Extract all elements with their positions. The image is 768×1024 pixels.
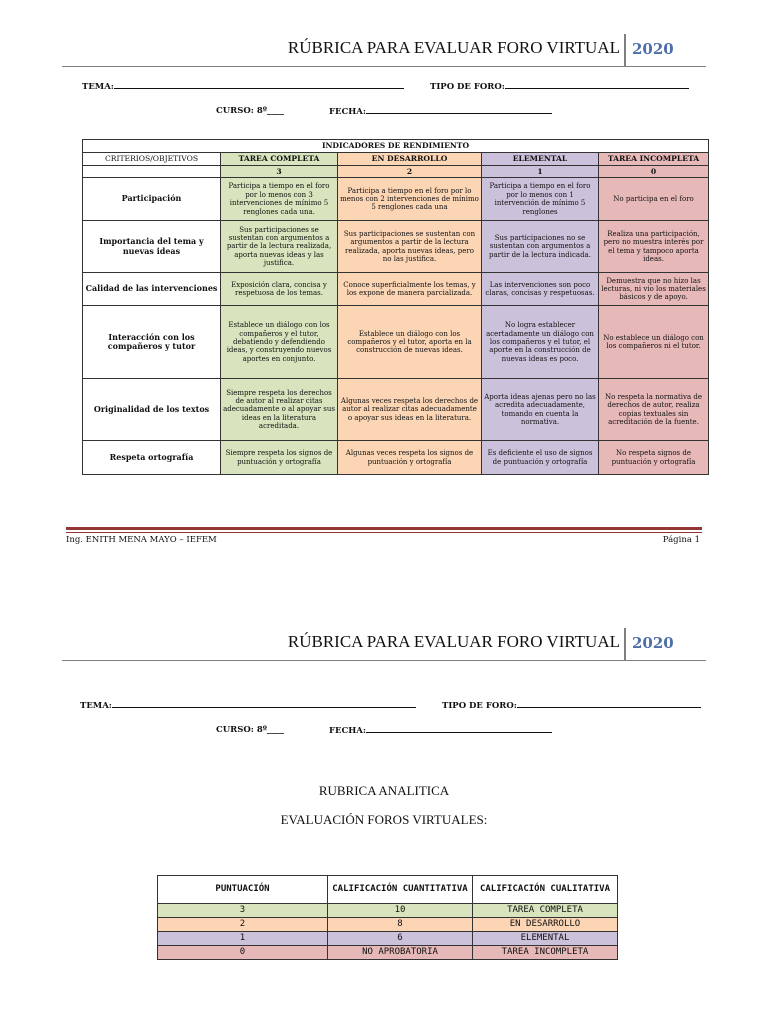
fecha-field (329, 106, 552, 117)
page-title: RÚBRICA PARA EVALUAR FORO VIRTUAL (287, 38, 620, 57)
score-cell: 2 (158, 918, 328, 932)
rubric-cell: Conoce superficialmente los temas, y los expone de manera parcializada. (338, 273, 482, 306)
level-score: 0 (599, 166, 709, 178)
footer-page-number: Página 1 (662, 535, 700, 545)
table-row (83, 273, 709, 306)
table-row (83, 306, 709, 379)
table-row (158, 932, 618, 946)
table-row (83, 221, 709, 273)
score-cell: 3 (158, 904, 328, 918)
tema-label: TEMA: (82, 82, 114, 92)
fecha-line[interactable] (366, 725, 552, 733)
rubric-cell: Establece un diálogo con los compañeros y el tutor, debatiendo y defendiendo ideas, y construyendo nuevos aportes en conjunto. (221, 306, 338, 379)
rubric-cell: No respeta signos de puntuación y ortografía (599, 441, 709, 475)
score-cell: 6 (328, 932, 473, 946)
level-header-elemental: ELEMENTAL (482, 153, 599, 166)
rubric-cell: No respeta la normativa de derechos de autor, realiza copias textuales sin acreditación de la fuente. (599, 379, 709, 441)
rubric-cell: Exposición clara, concisa y respetuosa de los temas. (221, 273, 338, 306)
criterion-label: Originalidad de los textos (83, 379, 221, 441)
tipo-label: TIPO DE FORO: (442, 701, 517, 711)
rubric-cell: Algunas veces respeta los derechos de autor al realizar citas adecuadamente o apoyar sus ideas en la literatura. (338, 379, 482, 441)
rubric-cell: No establece un diálogo con los compañeros ni el tutor. (599, 306, 709, 379)
rubric-cell: Realiza una participación, pero no muestra interés por el tema y tampoco aporta ideas. (599, 221, 709, 273)
rubric-cell: Siempre respeta los signos de puntuación y ortografía (221, 441, 338, 475)
rubric-cell: Participa a tiempo en el foro por lo menos con 1 intervención de mínimo 5 renglones (482, 178, 599, 221)
level-header-tarea-completa: TAREA COMPLETA (221, 153, 338, 166)
tipo-label: TIPO DE FORO: (430, 82, 505, 92)
level-header-tarea-incompleta: TAREA INCOMPLETA (599, 153, 709, 166)
rubric-cell: No logra establecer acertadamente un diálogo con los compañeros y el tutor, el aporte en la construcción de nuevas ideas es poco. (482, 306, 599, 379)
score-header-puntuacion: PUNTUACIÓN (158, 876, 328, 904)
score-cell: 8 (328, 918, 473, 932)
rubric-cell: Establece un diálogo con los compañeros y el tutor, aporta en la construcción de nuevas ideas. (338, 306, 482, 379)
footer-author: Ing. ENITH MENA MAYO – IEFEM (66, 535, 217, 545)
score-cell: 1 (158, 932, 328, 946)
level-score: 1 (482, 166, 599, 178)
rubric-cell: Aporta ideas ajenas pero no las acredita adecuadamente, tomando en cuenta la normativa. (482, 379, 599, 441)
rubric-title: INDICADORES DE RENDIMIENTO (83, 140, 709, 153)
score-table (157, 875, 618, 960)
rubric-cell: Demuestra que no hizo las lecturas, ni vio los materiales básicos y de apoyo. (599, 273, 709, 306)
level-header-en-desarrollo: EN DESARROLLO (338, 153, 482, 166)
tema-line[interactable] (114, 81, 404, 89)
fecha-line[interactable] (366, 106, 552, 114)
fecha-field (329, 725, 552, 736)
table-row (158, 946, 618, 960)
page-title: RÚBRICA PARA EVALUAR FORO VIRTUAL (287, 632, 620, 651)
rubric-cell: Participa a tiempo en el foro por lo menos con 2 intervenciones de mínimo 5 renglones cada una (338, 178, 482, 221)
score-cell: 0 (158, 946, 328, 960)
tema-field (82, 81, 404, 92)
level-score: 2 (338, 166, 482, 178)
footer-rule (66, 527, 702, 530)
criterion-label: Respeta ortografía (83, 441, 221, 475)
table-row (83, 441, 709, 475)
tipo-line[interactable] (505, 81, 689, 89)
rubric-table (82, 139, 709, 475)
rubric-cell: Es deficiente el uso de signos de puntuación y ortografía (482, 441, 599, 475)
score-cell: TAREA INCOMPLETA (473, 946, 618, 960)
curso-label: CURSO: 8º____ (216, 725, 285, 735)
score-cell: TAREA COMPLETA (473, 904, 618, 918)
tema-line[interactable] (112, 700, 416, 708)
header-year: 2020 (632, 40, 674, 58)
tipo-field (430, 81, 689, 92)
rubric-cell: No participa en el foro (599, 178, 709, 221)
level-score: 3 (221, 166, 338, 178)
rubric-cell: Algunas veces respeta los signos de puntuación y ortografía (338, 441, 482, 475)
header-divider (624, 34, 626, 66)
score-cell: NO APROBATORIA (328, 946, 473, 960)
score-cell: EN DESARROLLO (473, 918, 618, 932)
header-divider (624, 628, 626, 660)
criteria-header: CRITERIOS/OBJETIVOS (83, 153, 221, 166)
criterion-label: Importancia del tema y nuevas ideas (83, 221, 221, 273)
score-header-cuantitativa: CALIFICACIÓN CUANTITATIVA (328, 876, 473, 904)
rubric-cell: Siempre respeta los derechos de autor al realizar citas adecuadamente o al apoyar sus ideas en la literatura acreditada. (221, 379, 338, 441)
tema-label: TEMA: (80, 701, 112, 711)
score-header-empty (83, 166, 221, 178)
table-row (158, 918, 618, 932)
section-title-rubrica-analitica: RUBRICA ANALITICA (318, 783, 450, 798)
curso-field (216, 106, 284, 116)
criterion-label: Calidad de las intervenciones (83, 273, 221, 306)
rubric-cell: Participa a tiempo en el foro por lo menos con 3 intervenciones de mínimo 5 renglones cada una. (221, 178, 338, 221)
score-cell: 10 (328, 904, 473, 918)
rubric-cell: Las intervenciones son poco claras, concisas y respetuosas. (482, 273, 599, 306)
fecha-label: FECHA: (329, 107, 367, 117)
table-row (158, 904, 618, 918)
rubric-cell: Sus participaciones se sustentan con argumentos a partir de la lectura realizada, aporta nuevas ideas y las justifica. (221, 221, 338, 273)
score-header-cualitativa: CALIFICACIÓN CUALITATIVA (473, 876, 618, 904)
fecha-label: FECHA: (329, 726, 367, 736)
header-rule (62, 660, 706, 661)
footer-rule (66, 532, 702, 533)
tipo-field (442, 700, 701, 711)
tema-field (80, 700, 416, 711)
curso-field (216, 725, 284, 735)
table-row (83, 178, 709, 221)
header-year: 2020 (632, 634, 674, 652)
tipo-line[interactable] (517, 700, 701, 708)
score-cell: ELEMENTAL (473, 932, 618, 946)
criterion-label: Participación (83, 178, 221, 221)
curso-label: CURSO: 8º____ (216, 106, 285, 116)
rubric-cell: Sus participaciones no se sustentan con argumentos a partir de la lectura indicada. (482, 221, 599, 273)
criterion-label: Interacción con los compañeros y tutor (83, 306, 221, 379)
table-row (83, 379, 709, 441)
section-title-evaluacion: EVALUACIÓN FOROS VIRTUALES: (280, 812, 488, 827)
header-rule (62, 66, 706, 67)
rubric-cell: Sus participaciones se sustentan con argumentos a partir de la lectura realizada, aporta nuevas ideas, pero no las justifica. (338, 221, 482, 273)
